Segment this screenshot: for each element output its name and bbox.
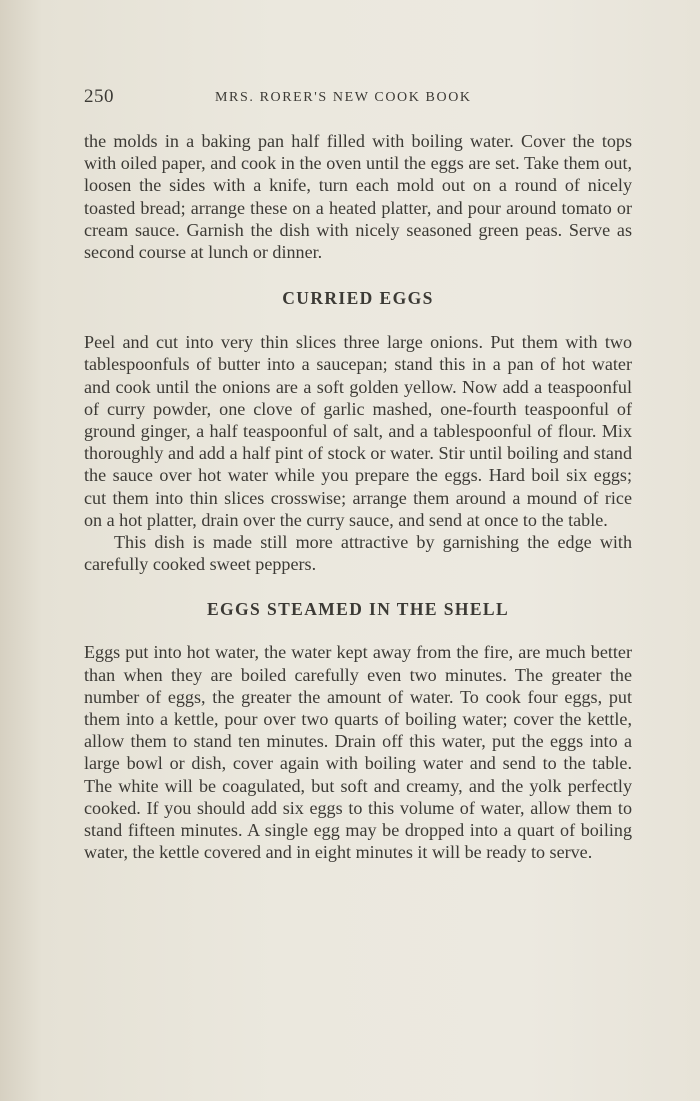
page-number: 250 bbox=[84, 86, 114, 107]
page-body bbox=[84, 130, 632, 863]
continued-paragraph: the molds in a baking pan half filled with boiling water. Cover the tops with oiled paper, and cook in the oven until the eggs are set. Take them out, loosen the sides with a knife, turn each mold out on a round of nicely toasted bread; arrange these on a heated platter, and pour around tomato or cream sauce. Garnish the dish with nicely seasoned green peas. Serve as second course at lunch or dinner. bbox=[84, 131, 632, 263]
section-title-curried-eggs: CURRIED EGGS bbox=[282, 288, 434, 309]
page-header bbox=[84, 86, 632, 110]
curried-eggs-note-paragraph: This dish is made still more attractive by garnishing the edge with carefully cooked sweet peppers. bbox=[84, 532, 632, 575]
running-head: MRS. RORER'S NEW COOK BOOK bbox=[215, 90, 472, 105]
section-title-eggs-steamed: EGGS STEAMED IN THE SHELL bbox=[206, 599, 510, 620]
curried-eggs-paragraph: Peel and cut into very thin slices three large onions. Put them with two tablespoonfuls of butter into a saucepan; stand this in a pan of hot water and cook until the onions are a soft golden yellow. Now add a teaspoonful of curry powder, one clove of garlic mashed, one-fourth teaspoonful of ground ginger, a half teaspoonful of salt, and a tablespoonful of flour. Mix thoroughly and add a half pint of stock or water. Stir until boiling and stand the sauce over hot water while you prepare the eggs. Hard boil six eggs; cut them into thin slices crosswise; arrange them around a mound of rice on a hot platter, drain over the curry sauce, and send at once to the table. bbox=[84, 332, 632, 530]
eggs-steamed-paragraph: Eggs put into hot water, the water kept away from the fire, are much better than when they are boiled carefully even two minutes. The greater the number of eggs, the greater the amount of water. To cook four eggs, put them into a kettle, pour over two quarts of boiling water; cover the kettle, allow them to stand ten minutes. Drain off this water, put the eggs into a large bowl or dish, cover again with boiling water and send to the table. The white will be coagulated, but soft and creamy, and the yolk perfectly cooked. If you should add six eggs to this volume of water, allow them to stand fifteen minutes. A single egg may be dropped into a quart of boiling water, the kettle covered and in eight minutes it will be ready to serve. bbox=[84, 642, 632, 863]
